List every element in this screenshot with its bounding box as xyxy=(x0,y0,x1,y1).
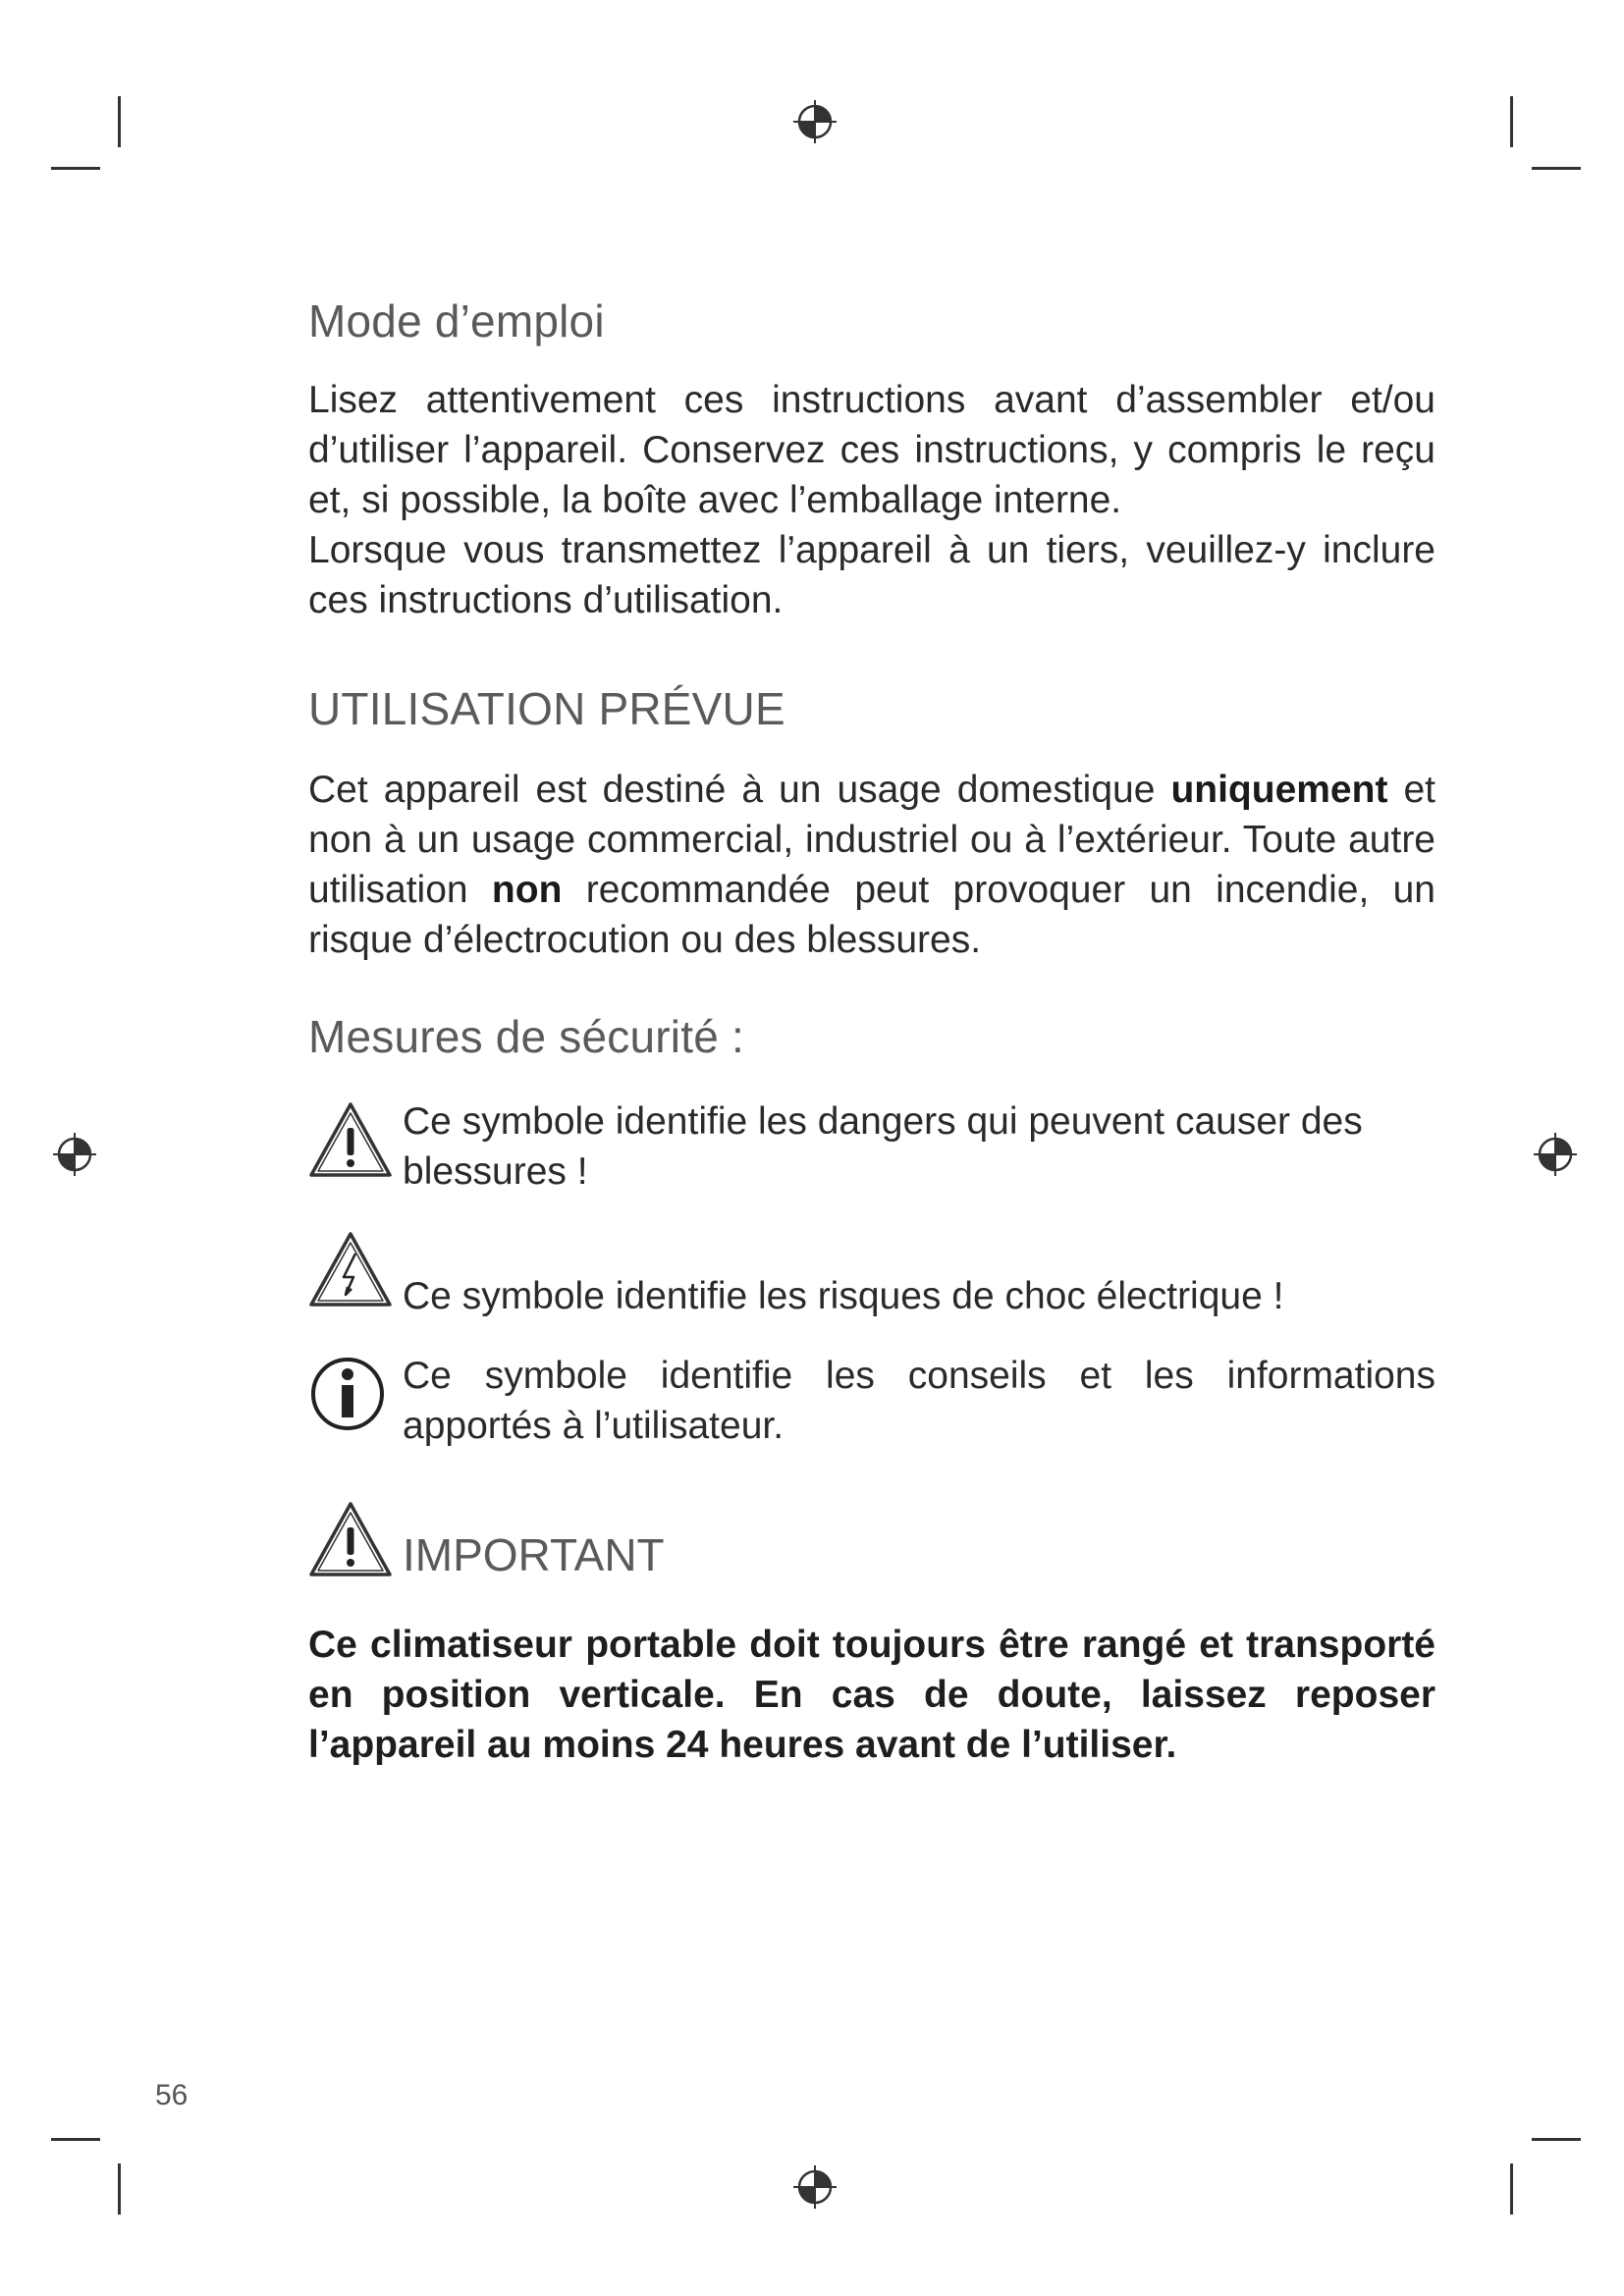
intro-paragraph xyxy=(308,375,1435,625)
safety-symbol-electric xyxy=(308,1230,1435,1321)
crop-mark xyxy=(1510,96,1513,147)
crop-mark xyxy=(1532,2138,1581,2141)
safety-heading: Mesures de sécurité : xyxy=(308,1011,744,1062)
intended-use-heading: UTILISATION PRÉVUE xyxy=(308,683,785,734)
registration-mark-icon xyxy=(793,100,837,143)
page-content xyxy=(308,291,1435,1770)
crop-mark xyxy=(51,167,100,170)
registration-mark-icon xyxy=(53,1133,96,1176)
page-number: 56 xyxy=(155,2079,189,2111)
important-heading: IMPORTANT xyxy=(403,1529,665,1580)
registration-mark-icon xyxy=(1534,1133,1577,1176)
emphasis-non: non xyxy=(491,869,563,911)
intro-text-transfer: Lorsque vous transmettez l’appareil à un tiers, veuillez-y inclure ces instructions d’utilisation. xyxy=(308,529,1435,621)
intro-text: Lisez attentivement ces instructions avant d’assembler et/ou d’utiliser l’appareil. Conservez ces instructions, y compris le reçu et, si possible, la boîte avec l’emballage interne. xyxy=(308,379,1435,521)
crop-mark xyxy=(118,2163,121,2215)
crop-mark xyxy=(118,96,121,147)
safety-symbol-text: Ce symbole identifie les conseils et les informations apportés à l’utilisateur. xyxy=(403,1355,1435,1447)
emphasis-uniquement: uniquement xyxy=(1170,769,1388,811)
safety-symbol-danger xyxy=(308,1096,1435,1197)
important-warning-text: Ce climatiseur portable doit toujours être rangé et transporté en position verticale. En cas de doute, laissez reposer l’appareil au moins 24 heures avant de l’utiliser. xyxy=(308,1624,1435,1766)
page-title: Mode d’emploi xyxy=(308,295,605,347)
info-icon xyxy=(308,1355,387,1433)
electric-shock-icon xyxy=(308,1230,393,1308)
intended-use-paragraph xyxy=(308,765,1435,965)
intended-use-text: et non à un usage commercial, industriel ou à l’extérieur. Toute autre utilisation xyxy=(308,769,1435,911)
intended-use-text: recommandée peut provoquer un incendie, un risque d’électrocution ou des blessures. xyxy=(308,869,1435,961)
safety-symbol-text: Ce symbole identifie les risques de choc électrique ! xyxy=(403,1275,1284,1317)
warning-triangle-icon xyxy=(308,1500,393,1578)
warning-triangle-icon xyxy=(308,1100,393,1179)
intended-use-text: Cet appareil est destiné à un usage domestique xyxy=(308,769,1171,811)
registration-mark-icon xyxy=(793,2165,837,2209)
safety-symbol-text: Ce symbole identifie les dangers qui peuvent causer des blessures ! xyxy=(403,1100,1363,1193)
important-header xyxy=(308,1500,1435,1578)
safety-symbol-info xyxy=(308,1351,1435,1451)
crop-mark xyxy=(1510,2163,1513,2215)
important-warning xyxy=(308,1620,1435,1770)
crop-mark xyxy=(1532,167,1581,170)
crop-mark xyxy=(51,2138,100,2141)
